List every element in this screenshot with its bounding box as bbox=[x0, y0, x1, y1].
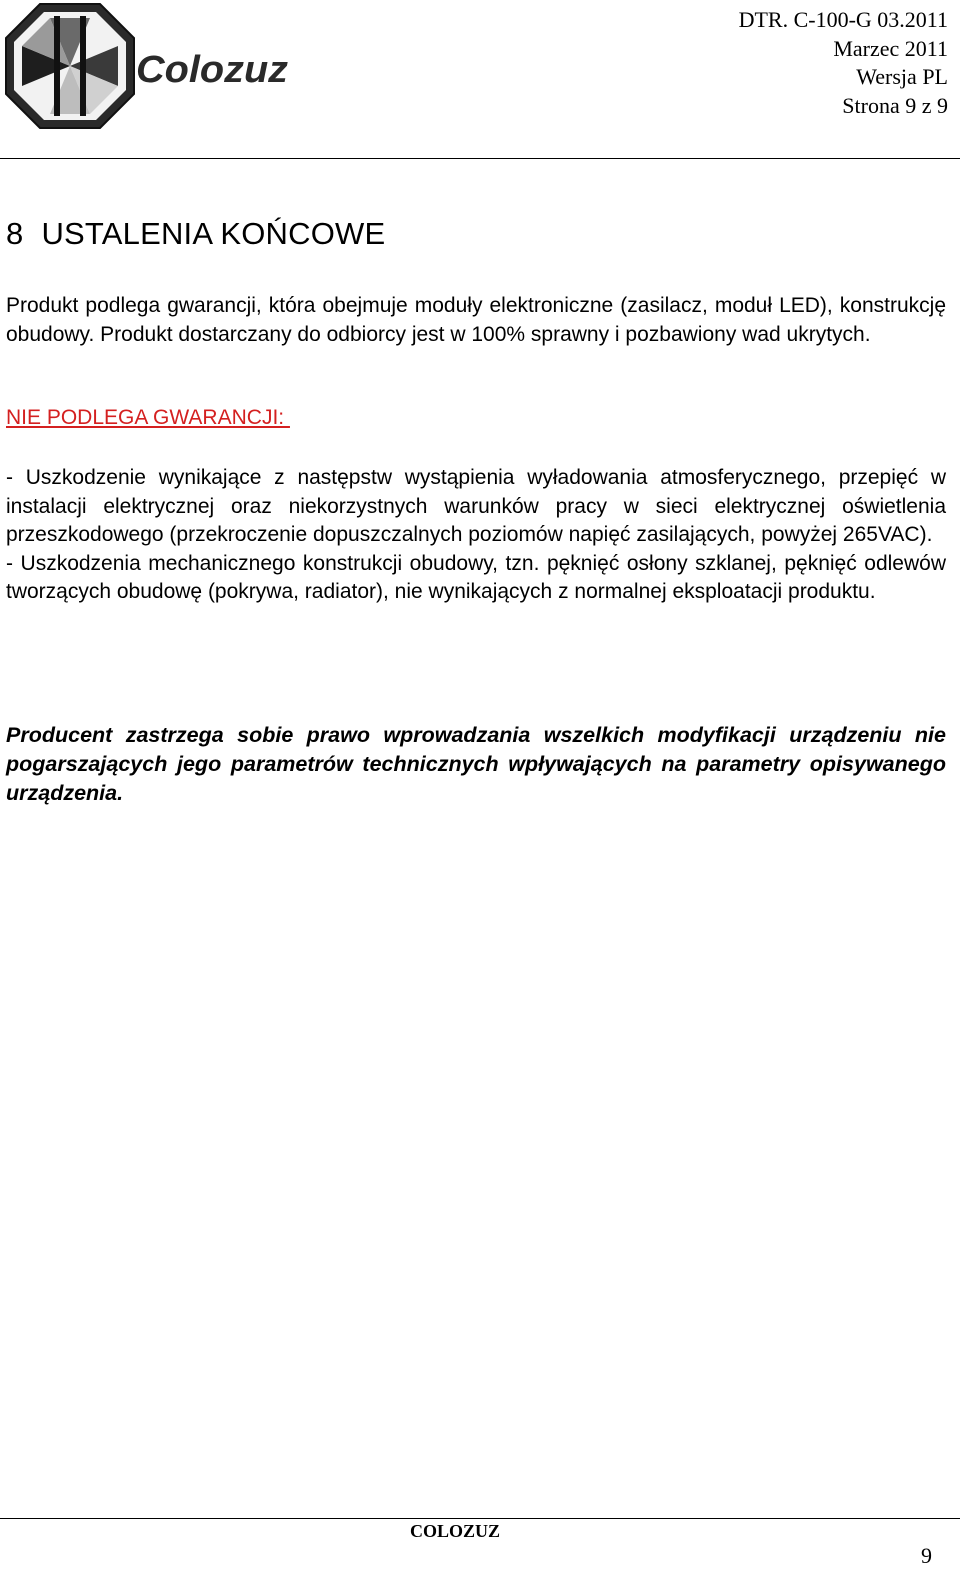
document-version: Wersja PL bbox=[856, 64, 948, 89]
section-title: USTALENIA KOŃCOWE bbox=[41, 216, 386, 251]
warranty-exclusions-list bbox=[6, 464, 946, 607]
footer-divider bbox=[0, 1518, 960, 1519]
warranty-intro-paragraph: Produkt podlega gwarancji, która obejmuje moduły elektroniczne (zasilacz, moduł LED), konstrukcję obudowy. Produkt dostarczany do odbiorcy jest w 100% sprawny i pozbawiony wad ukrytych. bbox=[6, 294, 946, 346]
footer-brand: COLOZUZ bbox=[409, 1521, 501, 1541]
page-info: Strona 9 z 9 bbox=[842, 92, 948, 118]
document-date: Marzec 2011 bbox=[833, 35, 948, 61]
logo-wordmark: Colozuz bbox=[136, 49, 288, 91]
exclusion-item: - Uszkodzenie wynikające z następstw wystąpienia wyładowania atmosferycznego, przepięć w instalacji elektrycznej oraz niekorzystnych warunków pracy w sieci elektrycznej oświetlenia przeszkodowego (przekroczenie dopuszczalnych poziomów napięć zasilających, powyżej 265VAC). bbox=[6, 466, 946, 546]
header-divider bbox=[0, 158, 960, 159]
document-header-meta bbox=[739, 6, 948, 120]
exclusion-item: - Uszkodzenia mechanicznego konstrukcji obudowy, tzn. pęknięć osłony szklanej, pęknięć odlewów tworzących obudowę (pokrywa, radiator), nie wynikających z normalnej eksploatacji produktu. bbox=[6, 551, 946, 603]
section-heading bbox=[6, 216, 385, 252]
footer-page-number: 9 bbox=[921, 1543, 932, 1568]
company-logo bbox=[4, 2, 294, 130]
manufacturer-note: Producent zastrzega sobie prawo wprowadzania wszelkich modyfikacji urządzeniu nie pogarszających jego parametrów technicznych wpływających na parametry opisywanego urządzenia. bbox=[6, 723, 946, 805]
section-number: 8 bbox=[6, 216, 24, 251]
document-code: DTR. C-100-G 03.2011 bbox=[738, 7, 948, 32]
warranty-exclusions-heading: NIE PODLEGA GWARANCJI: bbox=[6, 406, 290, 429]
